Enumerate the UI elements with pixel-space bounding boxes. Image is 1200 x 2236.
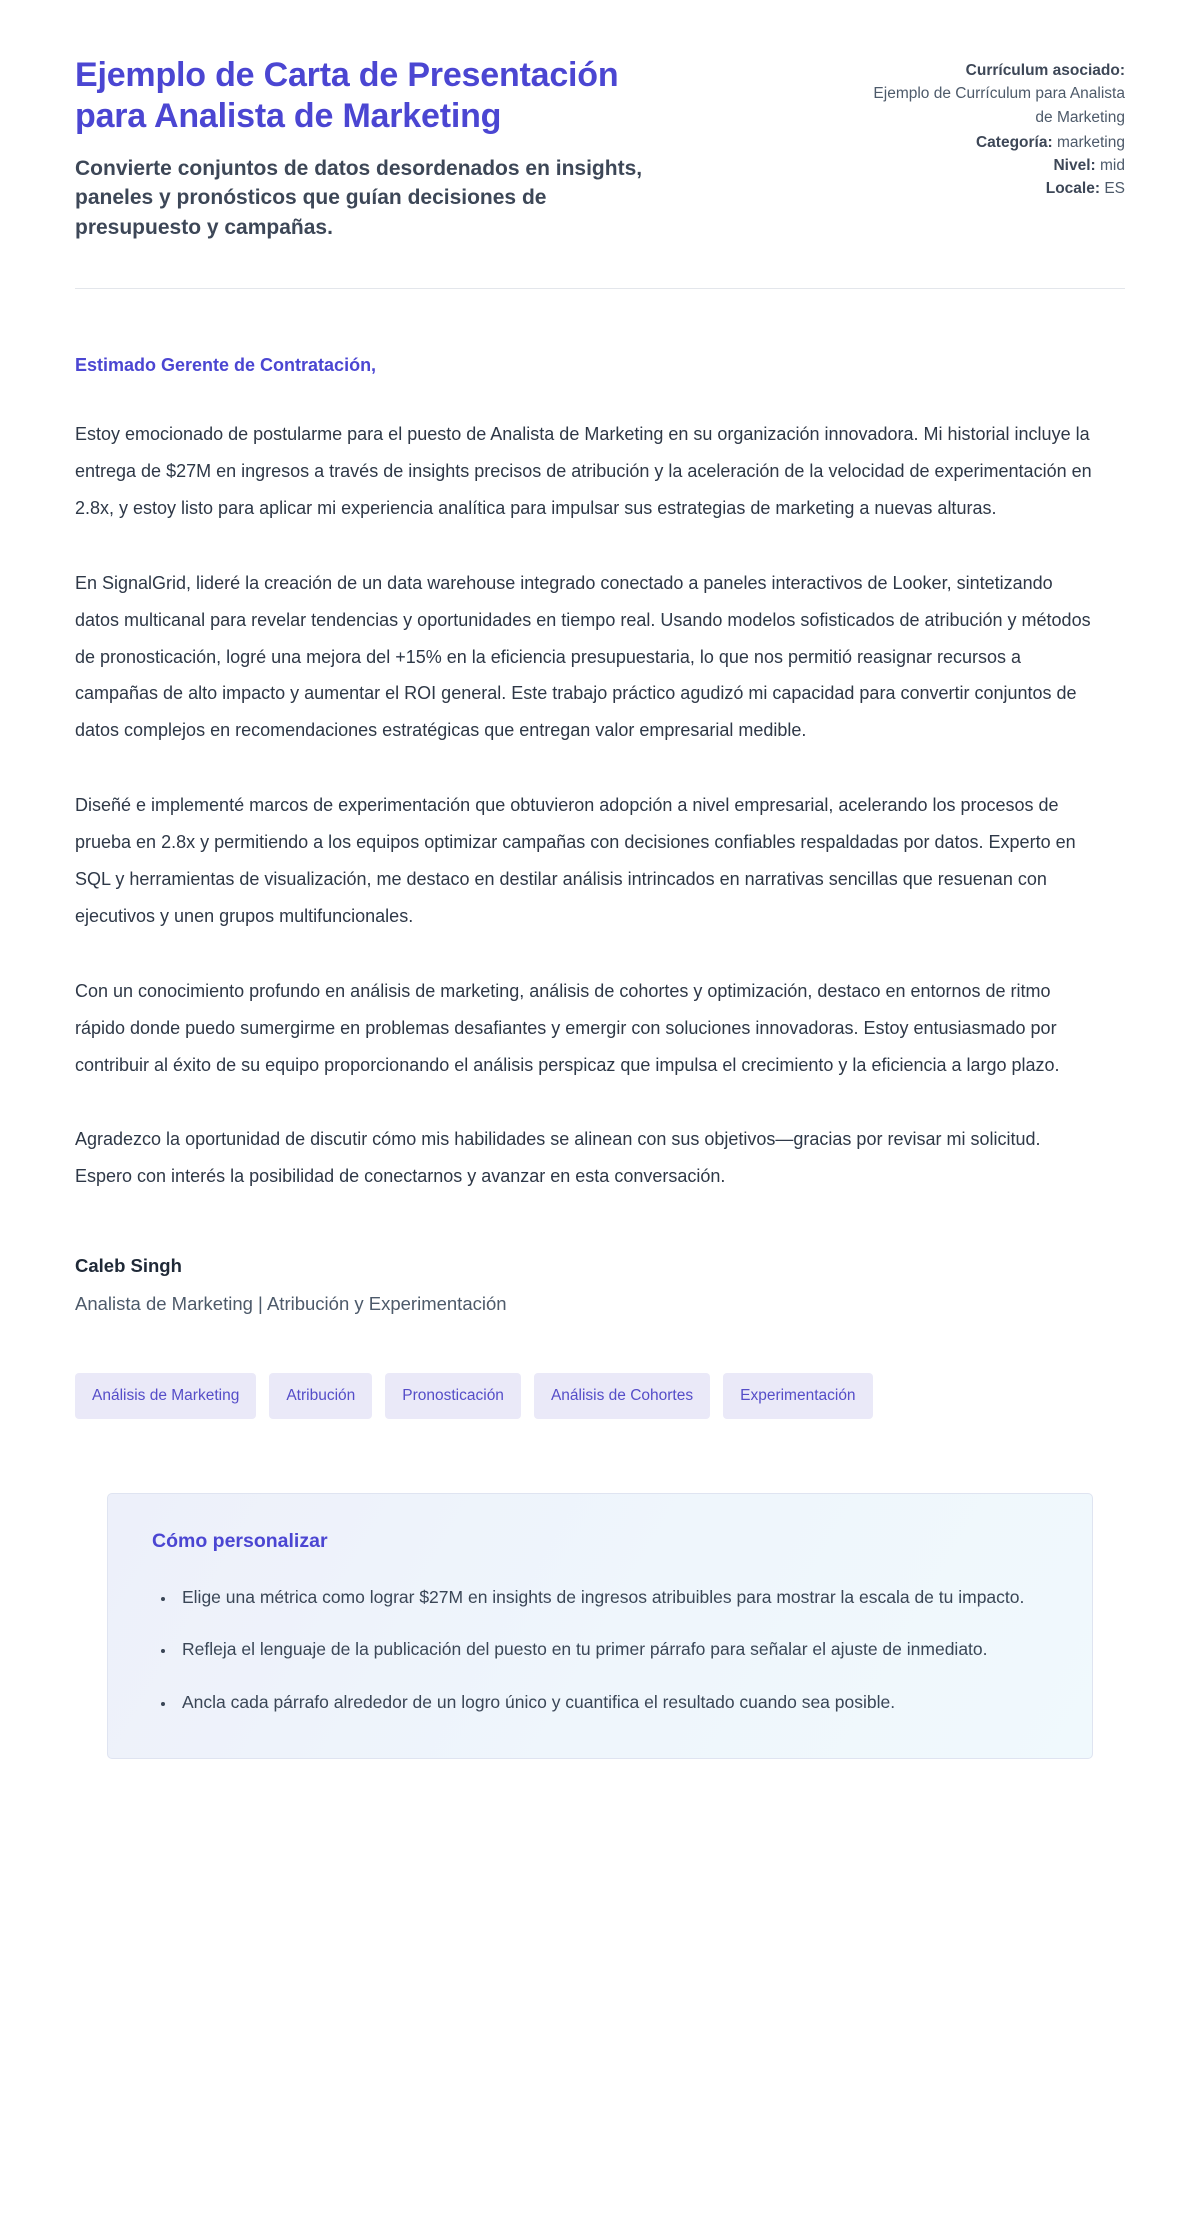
- category-label: Categoría:: [975, 133, 1053, 151]
- signature-block: [75, 1255, 1125, 1315]
- customization-tips-box: [107, 1493, 1093, 1759]
- skill-tag-marketing-analytics: Análisis de Marketing: [75, 1373, 256, 1419]
- title-block: [75, 55, 665, 242]
- signature-name: Caleb Singh: [75, 1255, 182, 1277]
- tips-list: [152, 1581, 1048, 1718]
- signature-role: Analista de Marketing | Atribución y Experimentación: [75, 1293, 507, 1315]
- tip-item-3: • Ancla cada párrafo alrededor de un logro único y cuantifica el resultado cuando sea posible.: [176, 1686, 1048, 1718]
- page-header: [75, 55, 1125, 242]
- category-row: [863, 131, 1125, 154]
- letter-paragraph-5: Agradezco la oportunidad de discutir cómo mis habilidades se alinean con sus objetivos—gracias por revisar mi solicitud. Espero con interés la posibilidad de conectarnos y avanzar en esta conversación.: [75, 1129, 1041, 1187]
- skill-tag-attribution: Atribución: [269, 1373, 372, 1419]
- letter-paragraph-2: En SignalGrid, lideré la creación de un data warehouse integrado conectado a paneles interactivos de Looker, sintetizando datos multicanal para revelar tendencias y oportunidades en tiempo real. Usando modelos sofisticados de atribución y métodos de pronosticación, logré una mejora del +15% en la eficiencia presupuestaria, lo que nos permitió reasignar recursos a campañas de alto impacto y aumentar el ROI general. Este trabajo práctico agudizó mi capacidad para convertir conjuntos de datos complejos en recomendaciones estratégicas que entregan valor empresarial medible.: [75, 572, 1091, 741]
- locale-value: ES: [1104, 180, 1125, 198]
- level-label: Nivel:: [1053, 157, 1096, 174]
- associated-resume-value: Ejemplo de Currículum para Analista de Marketing: [873, 85, 1125, 126]
- letter-body: [75, 416, 1125, 1195]
- page-subtitle: Convierte conjuntos de datos desordenados en insights, paneles y pronósticos que guían decisiones de presupuesto y campañas.: [75, 156, 643, 239]
- letter-greeting: Estimado Gerente de Contratación,: [75, 355, 377, 376]
- skill-tag-row: [75, 1373, 1125, 1419]
- resume-meta-block: [863, 55, 1125, 201]
- skill-tag-cohort-analysis: Análisis de Cohortes: [534, 1373, 710, 1419]
- level-value: mid: [1100, 157, 1125, 174]
- tip-item-1: • Elige una métrica como lograr $27M en insights de ingresos atribuibles para mostrar la escala de tu impacto.: [176, 1581, 1048, 1613]
- header-divider: [75, 288, 1125, 289]
- letter-paragraph-1: Estoy emocionado de postularme para el puesto de Analista de Marketing en su organización innovadora. Mi historial incluye la entrega de $27M en ingresos a través de insights precisos de atribución y la aceleración de la velocidad de experimentación en 2.8x, y estoy listo para aplicar mi experiencia analítica para impulsar sus estrategias de marketing a nuevas alturas.: [75, 424, 1092, 518]
- associated-resume-label-row: [863, 59, 1125, 82]
- level-row: [863, 154, 1125, 177]
- letter-paragraph-3: Diseñé e implementé marcos de experimentación que obtuvieron adopción a nivel empresarial, acelerando los procesos de prueba en 2.8x y permitiendo a los equipos optimizar campañas con decisiones confiables respaldadas por datos. Experto en SQL y herramientas de visualización, me destaco en destilar análisis intrincados en narrativas sencillas que resuenan con ejecutivos y unen grupos multifuncionales.: [75, 795, 1076, 926]
- letter-paragraph-4: Con un conocimiento profundo en análisis de marketing, análisis de cohortes y optimización, destaco en entornos de ritmo rápido donde puedo sumergirme en problemas desafiantes y emergir con soluciones innovadoras. Estoy entusiasmado por contribuir al éxito de su equipo proporcionando el análisis perspicaz que impulsa el crecimiento y la eficiencia a largo plazo.: [75, 980, 1060, 1075]
- locale-label: Locale:: [1045, 180, 1100, 198]
- associated-resume-label: Currículum asociado:: [965, 62, 1125, 79]
- category-value: marketing: [1056, 133, 1125, 151]
- skill-tag-forecasting: Pronosticación: [385, 1373, 521, 1419]
- locale-row: [863, 177, 1125, 200]
- tip-item-2: • Refleja el lenguaje de la publicación del puesto en tu primer párrafo para señalar el ajuste de inmediato.: [176, 1633, 1048, 1665]
- tips-heading: Cómo personalizar: [152, 1529, 328, 1552]
- page-title: Ejemplo de Carta de Presentación para Analista de Marketing: [75, 56, 619, 136]
- skill-tag-experimentation: Experimentación: [723, 1373, 872, 1419]
